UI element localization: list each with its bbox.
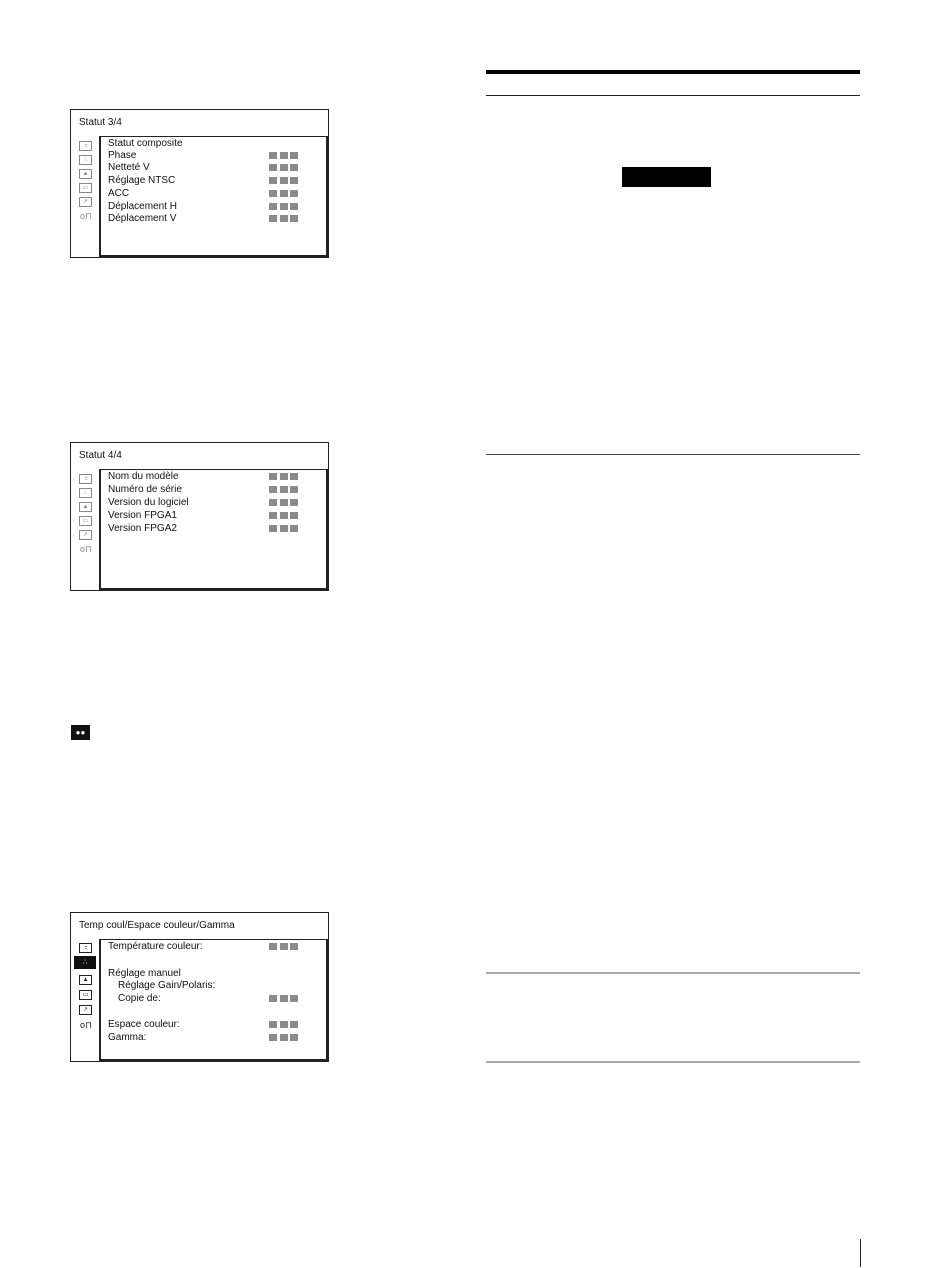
menu-screen-color-temp (70, 912, 329, 1062)
value-placeholder (269, 177, 298, 184)
row-label: Netteté V (108, 162, 150, 173)
value-placeholder (269, 190, 298, 197)
menu-row (108, 497, 298, 509)
menu-row (108, 150, 298, 162)
row-label: Déplacement V (108, 213, 177, 224)
list-icon: :::::: (79, 141, 92, 151)
menu-row (108, 162, 298, 174)
row-label: Déplacement H (108, 201, 177, 212)
value-placeholder (269, 525, 298, 532)
row-label: Phase (108, 150, 137, 161)
value-placeholder (269, 995, 298, 1002)
user-icon: ▲ (79, 975, 92, 985)
toolbox-icon: ▭ (79, 183, 92, 193)
color-dots-icon: ●● (71, 725, 90, 740)
section-divider (486, 972, 860, 974)
row-label: Réglage manuel (108, 968, 181, 979)
menu-row (108, 510, 298, 522)
key-icon: o⊓ (79, 544, 93, 554)
menu-row (108, 471, 298, 483)
value-placeholder (269, 164, 298, 171)
toolbox-icon: ▭ (79, 516, 92, 526)
heading-rule-thick (486, 70, 860, 74)
color-dots-icon: ∴ (74, 956, 96, 969)
value-placeholder (269, 486, 298, 493)
key-icon: o⊓ (79, 1020, 93, 1030)
row-label: Température couleur: (108, 941, 203, 952)
color-dots-icon: ∴ (79, 488, 92, 498)
row-label: Version FPGA2 (108, 523, 177, 534)
menu-row (108, 201, 298, 213)
menu-row (108, 213, 298, 225)
menu-row (108, 941, 298, 953)
menu-title: Temp coul/Espace couleur/Gamma (79, 920, 235, 931)
row-label: Espace couleur: (108, 1019, 180, 1030)
menu-content (99, 939, 328, 1061)
menu-icon-column (71, 939, 101, 1061)
row-label: Copie de: (118, 993, 161, 1004)
menu-row (108, 523, 298, 535)
menu-row (108, 138, 298, 150)
menu-row (108, 484, 298, 496)
value-placeholder (269, 499, 298, 506)
row-label: Réglage Gain/Polaris: (118, 980, 216, 991)
value-placeholder (269, 1021, 298, 1028)
value-placeholder (269, 152, 298, 159)
menu-icon-column (71, 136, 101, 257)
color-dots-icon: ∴ (79, 155, 92, 165)
user-icon: ▲ (79, 502, 92, 512)
key-icon: o⊓ (79, 211, 93, 221)
menu-row (118, 993, 298, 1005)
menu-content (99, 469, 328, 590)
row-label: Réglage NTSC (108, 175, 176, 186)
row-label: Version du logiciel (108, 497, 189, 508)
value-placeholder (269, 203, 298, 210)
section-divider (486, 454, 860, 455)
section-divider (486, 1061, 860, 1063)
menu-row (118, 980, 298, 992)
row-label: Numéro de série (108, 484, 182, 495)
menu-screen-status-3 (70, 109, 329, 258)
menu-row (108, 188, 298, 200)
user-icon: ▲ (79, 169, 92, 179)
menu-row (108, 1032, 298, 1044)
menu-content (99, 136, 328, 257)
heading-rule (486, 95, 860, 96)
toolbox-icon: ▭ (79, 990, 92, 1000)
value-placeholder (269, 512, 298, 519)
list-icon: :::::: (79, 943, 92, 953)
page-edge-line (860, 1239, 861, 1267)
value-placeholder (269, 473, 298, 480)
value-placeholder (269, 215, 298, 222)
menu-title: Statut 3/4 (79, 117, 122, 128)
menu-row (108, 175, 298, 187)
menu-icon-column (71, 469, 101, 590)
menu-row (108, 1019, 298, 1031)
row-label: Statut composite (108, 138, 183, 149)
menu-row (108, 968, 298, 980)
menu-screen-status-4 (70, 442, 329, 591)
adjust-arrow-icon: ↗ (79, 1005, 92, 1015)
value-placeholder (269, 1034, 298, 1041)
adjust-arrow-icon: ↗ (79, 197, 92, 207)
adjust-arrow-icon: ↗ (79, 530, 92, 540)
menu-title: Statut 4/4 (79, 450, 122, 461)
row-label: ACC (108, 188, 130, 199)
row-label: Version FPGA1 (108, 510, 177, 521)
list-icon: :::::: (79, 474, 92, 484)
value-placeholder (269, 943, 298, 950)
redacted-label (622, 167, 711, 187)
row-label: Gamma: (108, 1032, 147, 1043)
row-label: Nom du modèle (108, 471, 179, 482)
